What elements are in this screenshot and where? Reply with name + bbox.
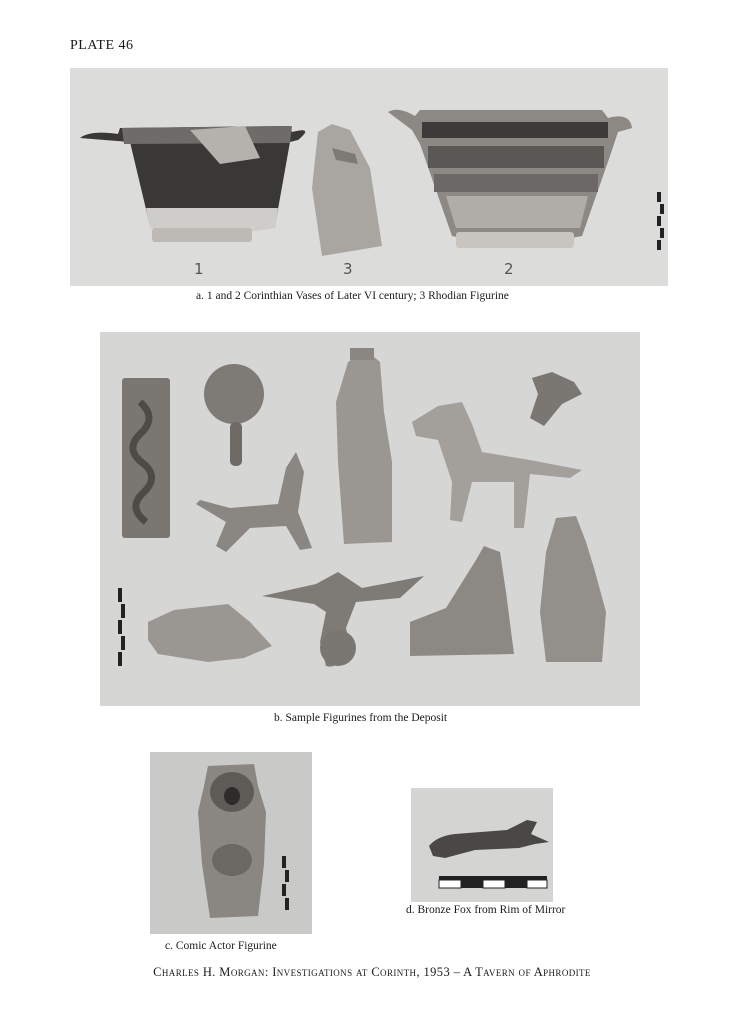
photo-panel-d (411, 788, 553, 902)
vase-2-shape (388, 110, 632, 248)
caption-b: b. Sample Figurines from the Deposit (274, 712, 448, 724)
mirror-shape (204, 364, 264, 424)
vase-1-shape (80, 126, 305, 242)
scale-bar-c (282, 856, 289, 910)
corinthian-vases-illustration (70, 68, 668, 286)
figurines-illustration (100, 332, 640, 706)
caption-a: a. 1 and 2 Corinthian Vases of Later VI century; 3 Rhodian Figurine (196, 290, 509, 302)
plate-title: PLATE 46 (70, 38, 134, 53)
bird-figurine-shape (148, 604, 272, 662)
scale-bar-d (439, 876, 547, 888)
photo-panel-a (70, 68, 668, 286)
bronze-fox-illustration (411, 788, 553, 902)
scale-bar-b (118, 588, 125, 666)
caption-c: c. Comic Actor Figurine (165, 940, 277, 952)
figurine-label-3: 3 (343, 260, 353, 278)
photo-panel-c (150, 752, 312, 934)
seated-figurine-shape (410, 546, 514, 656)
rhodian-figurine-3-shape (312, 124, 382, 256)
comic-actor-illustration (150, 752, 312, 934)
scale-bar-a (657, 192, 664, 250)
page-footer: Charles H. Morgan: Investigations at Corinth, 1953 – A Tavern of Aphrodite (153, 965, 591, 979)
horse-rider-figurine-shape (412, 402, 582, 528)
seated-goddess-figurine-shape (540, 516, 606, 662)
caption-d: d. Bronze Fox from Rim of Mirror (406, 904, 566, 916)
ram-head-figurine-shape (530, 372, 582, 426)
dog-figurine-shape (196, 452, 312, 552)
snake-plaque-shape (122, 378, 170, 538)
vase-label-2: 2 (504, 260, 514, 278)
photo-panel-b (100, 332, 640, 706)
standing-female-figurine-shape (336, 350, 392, 544)
vase-label-1: 1 (194, 260, 204, 278)
